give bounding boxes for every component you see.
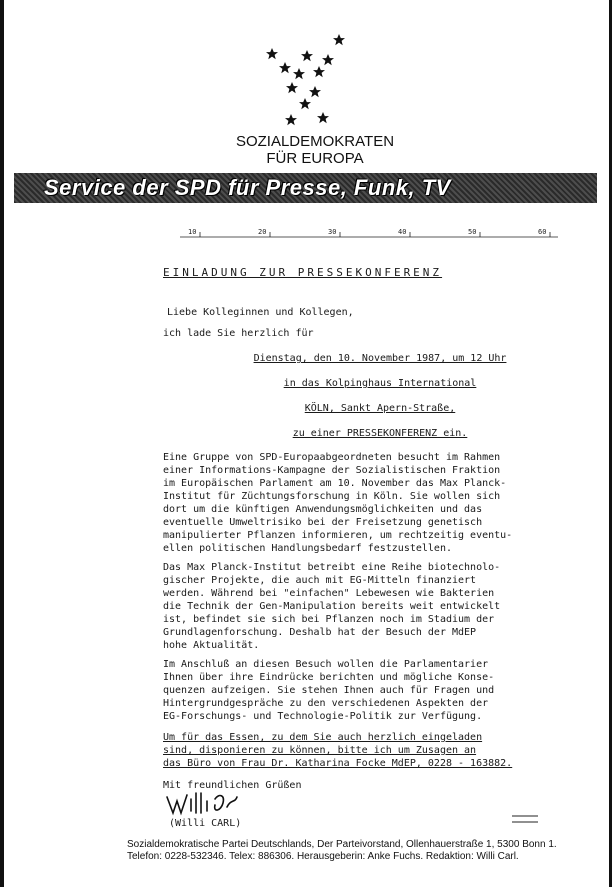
paragraph-institute xyxy=(163,561,583,652)
service-banner xyxy=(14,173,597,203)
paragraph-line: Ihnen über ihre Eindrücke berichten und mögliche Konse- xyxy=(163,672,495,683)
paragraph-line: werden. Während bei "einfachen" Lebewesen wie Bakterien xyxy=(163,588,495,599)
paragraph-line: dort um die künftigen Anwendungsmöglichkeiten und das xyxy=(163,504,483,515)
org-name-line2: FÜR EUROPA xyxy=(266,150,364,167)
paragraph-line: Das Max Planck-Institut betreibt eine Reihe biotechnolo- xyxy=(163,562,501,573)
stars-logo xyxy=(255,30,365,130)
paragraph-line: hohe Aktualität. xyxy=(163,640,260,651)
paragraph-line: das Büro von Frau Dr. Katharina Focke MdEP, 0228 - 163882. xyxy=(163,758,513,769)
paragraph-line: EG-Forschungs- und Technologie-Politik zur Verfügung. xyxy=(163,711,483,722)
paragraph-line: eventuelle Umweltrisiko bei der Freisetzung genetisch xyxy=(163,517,483,528)
paragraph-line: ellen politischen Handlungsbedarf festzustellen. xyxy=(163,543,452,554)
city-line: KÖLN, Sankt Apern-Straße, xyxy=(304,403,456,414)
signer-name: (Willi CARL) xyxy=(169,818,242,829)
footer xyxy=(127,839,597,863)
document-title: EINLADUNG ZUR PRESSEKONFERENZ xyxy=(163,266,443,279)
footer-contact: Telefon: 0228-532346. Telex: 886306. Herausgeberin: Anke Fuchs. Redaktion: Willi Carl. xyxy=(127,851,519,862)
paragraph-rsvp xyxy=(163,731,583,770)
footer-address: Sozialdemokratische Partei Deutschlands, Der Parteivorstand, Ollenhauerstraße 1, 5300 Bonn 1. xyxy=(127,839,557,850)
paragraph-line: sind, disponieren zu können, bitte ich um Zusagen an xyxy=(163,745,477,756)
paragraph-line: Grundlagenforschung. Deshalb hat der Besuch der MdEP xyxy=(163,627,477,638)
organization-name xyxy=(200,133,430,167)
paragraph-line: manipulierter Pflanzen informieren, um rechtzeitig eventu- xyxy=(163,530,513,541)
paragraph-line: im Europäischen Parlament am 10. November das Max Planck- xyxy=(163,478,507,489)
paragraph-line: gischer Projekte, die auch mit EG-Mitteln finanziert xyxy=(163,575,477,586)
ruler-tick-label: 40 xyxy=(398,228,407,236)
paragraph-line: ist, befindet sie sich bei Pflanzen noch im Stadium der xyxy=(163,614,495,625)
paragraph-line: die Technik der Gen-Manipulation bereits weit entwickelt xyxy=(163,601,501,612)
ruler-tick-label: 30 xyxy=(328,228,337,236)
purpose-line: zu einer PRESSEKONFERENZ ein. xyxy=(292,428,468,439)
ruler-tick-label: 50 xyxy=(468,228,477,236)
ruler-tick-label: 60 xyxy=(538,228,547,236)
paragraph-line: quenzen aufzeigen. Sie stehen Ihnen auch für Fragen und xyxy=(163,685,495,696)
intro-line: ich lade Sie herzlich für xyxy=(163,328,314,339)
ruler-tick-label: 10 xyxy=(188,228,197,236)
ruler-tick-label: 20 xyxy=(258,228,267,236)
date-line: Dienstag, den 10. November 1987, um 12 Uhr xyxy=(253,353,507,364)
paragraph-line: Eine Gruppe von SPD-Europaabgeordneten besucht im Rahmen xyxy=(163,452,501,463)
org-name-line1: SOZIALDEMOKRATEN xyxy=(235,133,395,150)
paragraph-visit xyxy=(163,451,583,555)
paragraph-followup xyxy=(163,658,583,723)
typewriter-ruler xyxy=(180,226,560,240)
paragraph-line: einer Informations-Kampagne der Sozialistischen Fraktion xyxy=(163,465,501,476)
salutation: Liebe Kolleginnen und Kollegen, xyxy=(167,307,354,318)
paragraph-line: Im Anschluß an diesen Besuch wollen die Parlamentarier xyxy=(163,659,489,670)
paragraph-line: Um für das Essen, zu dem Sie auch herzlich eingeladen xyxy=(163,732,483,743)
venue-line: in das Kolpinghaus International xyxy=(283,378,477,389)
paragraph-line: Institut für Züchtungsforschung in Köln. Sie wollen sich xyxy=(163,491,501,502)
paragraph-line: Hintergrundgespräche zu den verschiedenen Aspekten der xyxy=(163,698,489,709)
service-banner-text: Service der SPD für Presse, Funk, TV xyxy=(44,175,451,200)
margin-marks xyxy=(510,812,540,828)
closing: Mit freundlichen Grüßen xyxy=(163,780,302,791)
